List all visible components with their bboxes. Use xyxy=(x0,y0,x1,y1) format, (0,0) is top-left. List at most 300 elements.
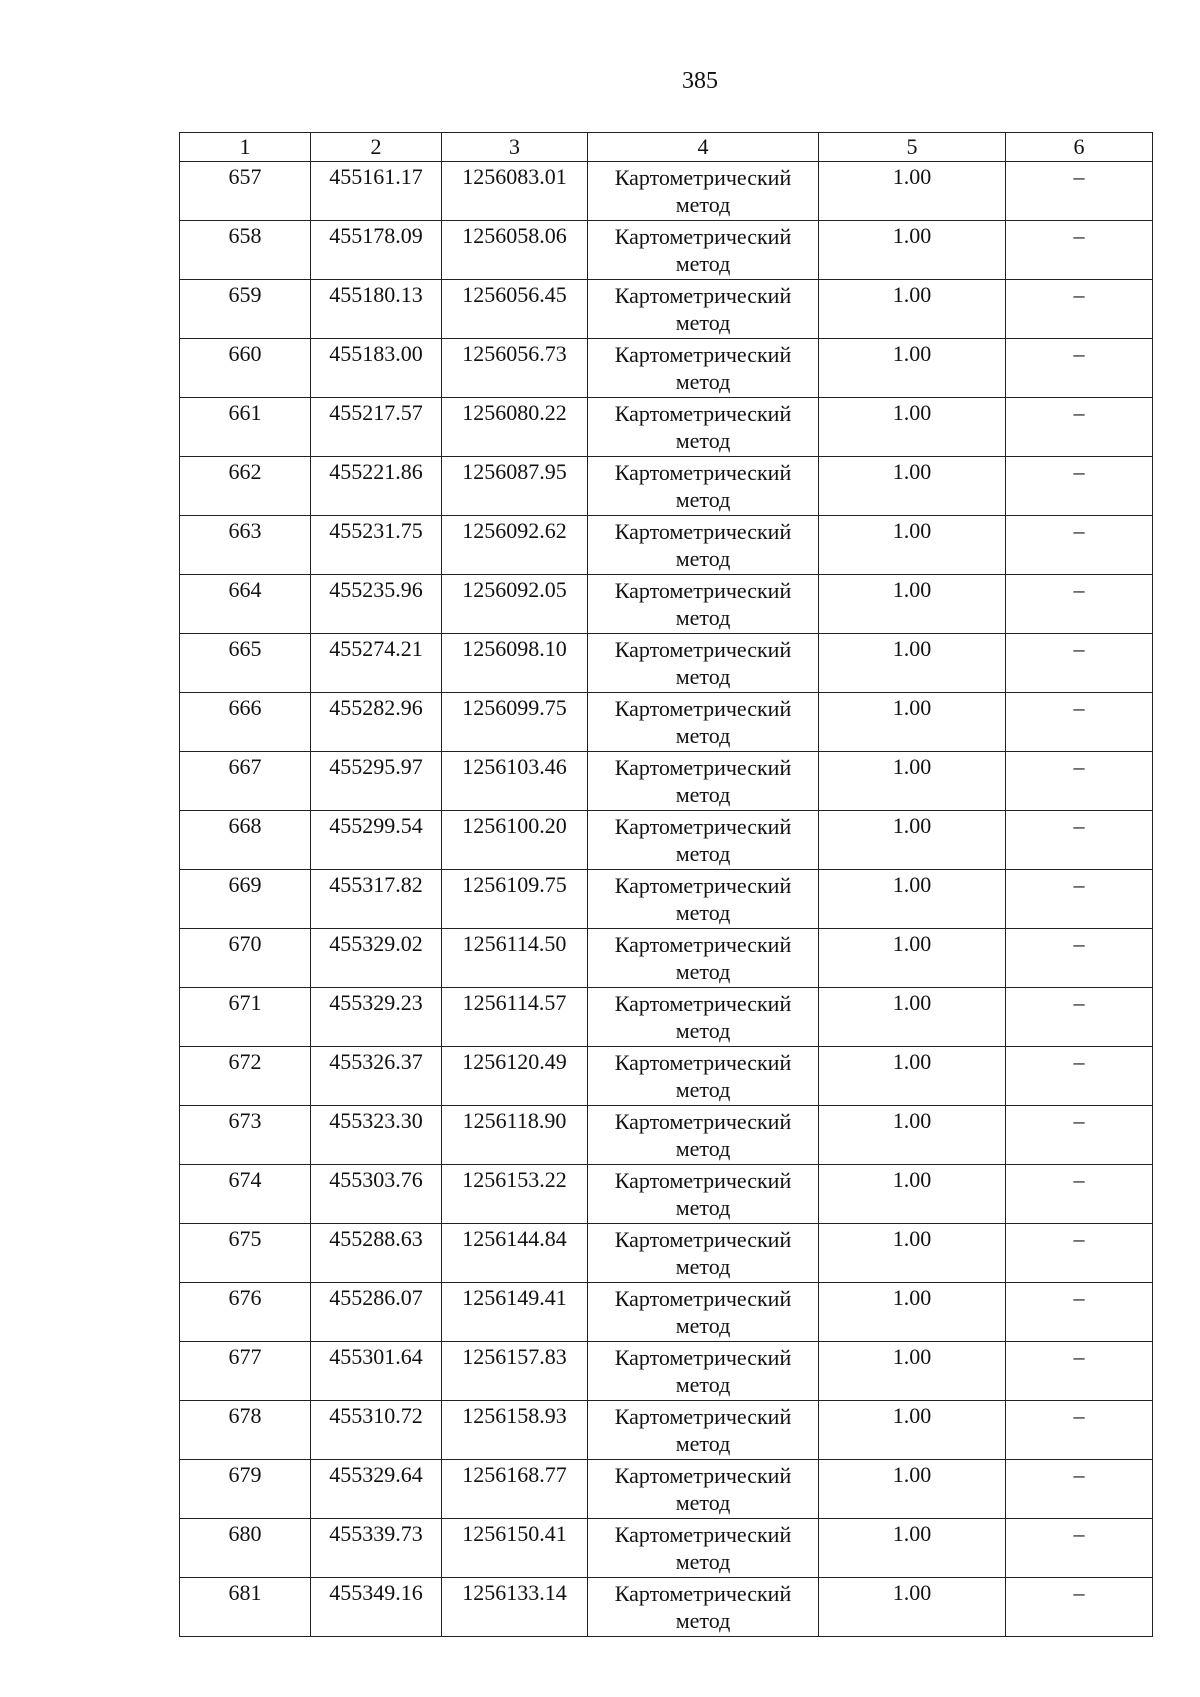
point-number-cell-text: 673 xyxy=(228,1108,262,1133)
accuracy-cell xyxy=(819,457,1006,516)
note-cell xyxy=(1006,1460,1153,1519)
table-row xyxy=(180,1047,1153,1106)
y-coordinate-cell xyxy=(442,280,588,339)
point-number-cell-text: 660 xyxy=(228,341,262,366)
accuracy-cell-text: 1.00 xyxy=(892,1285,932,1310)
point-number-cell-text: 671 xyxy=(228,990,262,1015)
note-cell xyxy=(1006,221,1153,280)
y-coordinate-cell xyxy=(442,1342,588,1401)
table-row xyxy=(180,634,1153,693)
y-coordinate-cell xyxy=(442,1283,588,1342)
y-coordinate-cell xyxy=(442,1106,588,1165)
method-cell xyxy=(588,1165,819,1224)
x-coordinate-cell-text: 455286.07 xyxy=(329,1285,423,1310)
point-number-cell-text: 681 xyxy=(228,1580,262,1605)
accuracy-cell-text: 1.00 xyxy=(892,1167,932,1192)
note-cell-text: – xyxy=(1073,931,1085,956)
header-row xyxy=(180,133,1153,162)
point-number-cell-text: 676 xyxy=(228,1285,262,1310)
point-number-cell xyxy=(180,870,311,929)
y-coordinate-cell-text: 1256056.73 xyxy=(462,341,567,366)
point-number-cell xyxy=(180,457,311,516)
table-row xyxy=(180,221,1153,280)
point-number-cell xyxy=(180,221,311,280)
note-cell xyxy=(1006,929,1153,988)
point-number-cell xyxy=(180,1519,311,1578)
x-coordinate-cell-text: 455180.13 xyxy=(329,282,423,307)
note-cell-text: – xyxy=(1073,754,1085,779)
x-coordinate-cell-text: 455178.09 xyxy=(329,223,423,248)
accuracy-cell-text: 1.00 xyxy=(892,754,932,779)
x-coordinate-cell xyxy=(311,575,442,634)
note-cell-text: – xyxy=(1073,872,1085,897)
table-row xyxy=(180,870,1153,929)
x-coordinate-cell-text: 455310.72 xyxy=(329,1403,423,1428)
y-coordinate-cell-text: 1256099.75 xyxy=(462,695,567,720)
point-number-cell xyxy=(180,1106,311,1165)
y-coordinate-cell-text: 1256080.22 xyxy=(462,400,567,425)
note-cell-text: – xyxy=(1073,1580,1085,1605)
note-cell xyxy=(1006,457,1153,516)
x-coordinate-cell xyxy=(311,516,442,575)
x-coordinate-cell xyxy=(311,1283,442,1342)
method-cell-text: Картометрический метод xyxy=(614,401,792,453)
note-cell xyxy=(1006,1224,1153,1283)
y-coordinate-cell xyxy=(442,1460,588,1519)
x-coordinate-cell xyxy=(311,1106,442,1165)
note-cell-text: – xyxy=(1073,164,1085,189)
table-row xyxy=(180,457,1153,516)
point-number-cell xyxy=(180,398,311,457)
note-cell xyxy=(1006,1283,1153,1342)
method-cell-text: Картометрический метод xyxy=(614,342,792,394)
table-row xyxy=(180,162,1153,221)
accuracy-cell-text: 1.00 xyxy=(892,518,932,543)
accuracy-cell-text: 1.00 xyxy=(892,577,932,602)
accuracy-cell xyxy=(819,516,1006,575)
point-number-cell-text: 658 xyxy=(228,223,262,248)
point-number-cell-text: 668 xyxy=(228,813,262,838)
accuracy-cell-text: 1.00 xyxy=(892,400,932,425)
method-cell-text: Картометрический метод xyxy=(614,578,792,630)
x-coordinate-cell-text: 455317.82 xyxy=(329,872,423,897)
note-cell xyxy=(1006,1047,1153,1106)
y-coordinate-cell-text: 1256149.41 xyxy=(462,1285,567,1310)
x-coordinate-cell-text: 455303.76 xyxy=(329,1167,423,1192)
accuracy-cell-text: 1.00 xyxy=(892,341,932,366)
method-cell xyxy=(588,1047,819,1106)
x-coordinate-cell xyxy=(311,1165,442,1224)
note-cell xyxy=(1006,811,1153,870)
accuracy-cell-text: 1.00 xyxy=(892,1108,932,1133)
method-cell xyxy=(588,870,819,929)
x-coordinate-cell xyxy=(311,870,442,929)
point-number-cell-text: 672 xyxy=(228,1049,262,1074)
method-cell-text: Картометрический метод xyxy=(614,1050,792,1102)
method-cell xyxy=(588,752,819,811)
point-number-cell xyxy=(180,811,311,870)
method-cell xyxy=(588,575,819,634)
y-coordinate-cell xyxy=(442,1578,588,1637)
point-number-cell-text: 666 xyxy=(228,695,262,720)
y-coordinate-cell-text: 1256098.10 xyxy=(462,636,567,661)
note-cell xyxy=(1006,398,1153,457)
y-coordinate-cell xyxy=(442,162,588,221)
x-coordinate-cell xyxy=(311,1519,442,1578)
x-coordinate-cell xyxy=(311,929,442,988)
method-cell xyxy=(588,1106,819,1165)
method-cell xyxy=(588,929,819,988)
note-cell xyxy=(1006,1106,1153,1165)
x-coordinate-cell xyxy=(311,221,442,280)
x-coordinate-cell xyxy=(311,752,442,811)
y-coordinate-cell xyxy=(442,1165,588,1224)
x-coordinate-cell-text: 455183.00 xyxy=(329,341,423,366)
accuracy-cell xyxy=(819,280,1006,339)
y-coordinate-cell-text: 1256109.75 xyxy=(462,872,567,897)
y-coordinate-cell-text: 1256092.62 xyxy=(462,518,567,543)
x-coordinate-cell-text: 455235.96 xyxy=(329,577,423,602)
x-coordinate-cell-text: 455329.02 xyxy=(329,931,423,956)
point-number-cell-text: 679 xyxy=(228,1462,262,1487)
y-coordinate-cell xyxy=(442,1047,588,1106)
x-coordinate-cell xyxy=(311,1460,442,1519)
x-coordinate-cell xyxy=(311,457,442,516)
accuracy-cell-text: 1.00 xyxy=(892,1580,932,1605)
accuracy-cell xyxy=(819,1578,1006,1637)
y-coordinate-cell-text: 1256118.90 xyxy=(462,1108,567,1133)
note-cell-text: – xyxy=(1073,577,1085,602)
x-coordinate-cell-text: 455161.17 xyxy=(329,164,423,189)
accuracy-cell xyxy=(819,221,1006,280)
y-coordinate-cell xyxy=(442,221,588,280)
y-coordinate-cell xyxy=(442,575,588,634)
accuracy-cell xyxy=(819,575,1006,634)
point-number-cell-text: 669 xyxy=(228,872,262,897)
method-cell-text: Картометрический метод xyxy=(614,637,792,689)
point-number-cell xyxy=(180,1047,311,1106)
method-cell xyxy=(588,634,819,693)
point-number-cell-text: 677 xyxy=(228,1344,262,1369)
note-cell xyxy=(1006,280,1153,339)
table-row xyxy=(180,1342,1153,1401)
table-row xyxy=(180,811,1153,870)
x-coordinate-cell xyxy=(311,811,442,870)
y-coordinate-cell xyxy=(442,1519,588,1578)
point-number-cell-text: 678 xyxy=(228,1403,262,1428)
method-cell-text: Картометрический метод xyxy=(614,1227,792,1279)
method-cell xyxy=(588,1283,819,1342)
method-cell-text: Картометрический метод xyxy=(614,696,792,748)
accuracy-cell xyxy=(819,811,1006,870)
note-cell xyxy=(1006,1165,1153,1224)
accuracy-cell xyxy=(819,1224,1006,1283)
method-cell-text: Картометрический метод xyxy=(614,814,792,866)
y-coordinate-cell-text: 1256153.22 xyxy=(462,1167,567,1192)
table-row xyxy=(180,398,1153,457)
accuracy-cell-text: 1.00 xyxy=(892,1403,932,1428)
y-coordinate-cell xyxy=(442,1224,588,1283)
y-coordinate-cell xyxy=(442,457,588,516)
y-coordinate-cell xyxy=(442,1401,588,1460)
point-number-cell xyxy=(180,339,311,398)
table-row xyxy=(180,988,1153,1047)
method-cell xyxy=(588,516,819,575)
x-coordinate-cell xyxy=(311,693,442,752)
accuracy-cell-text: 1.00 xyxy=(892,695,932,720)
point-number-cell xyxy=(180,634,311,693)
note-cell-text: – xyxy=(1073,1167,1085,1192)
point-number-cell-text: 675 xyxy=(228,1226,262,1251)
x-coordinate-cell-text: 455274.21 xyxy=(329,636,423,661)
page-number: 385 xyxy=(682,68,718,94)
method-cell-text: Картометрический метод xyxy=(614,1286,792,1338)
note-cell-text: – xyxy=(1073,1226,1085,1251)
x-coordinate-cell xyxy=(311,1401,442,1460)
y-coordinate-cell-text: 1256144.84 xyxy=(462,1226,567,1251)
method-cell-text: Картометрический метод xyxy=(614,873,792,925)
x-coordinate-cell-text: 455282.96 xyxy=(329,695,423,720)
y-coordinate-cell-text: 1256168.77 xyxy=(462,1462,567,1487)
method-cell xyxy=(588,1460,819,1519)
accuracy-cell xyxy=(819,339,1006,398)
accuracy-cell xyxy=(819,1460,1006,1519)
note-cell xyxy=(1006,339,1153,398)
point-number-cell xyxy=(180,516,311,575)
note-cell-text: – xyxy=(1073,1285,1085,1310)
accuracy-cell xyxy=(819,162,1006,221)
point-number-cell-text: 662 xyxy=(228,459,262,484)
y-coordinate-cell xyxy=(442,634,588,693)
x-coordinate-cell-text: 455295.97 xyxy=(329,754,423,779)
note-cell-text: – xyxy=(1073,223,1085,248)
x-coordinate-cell xyxy=(311,634,442,693)
y-coordinate-cell-text: 1256150.41 xyxy=(462,1521,567,1546)
note-cell-text: – xyxy=(1073,990,1085,1015)
note-cell-text: – xyxy=(1073,1403,1085,1428)
point-number-cell-text: 657 xyxy=(228,164,262,189)
note-cell-text: – xyxy=(1073,1521,1085,1546)
method-cell xyxy=(588,1342,819,1401)
x-coordinate-cell-text: 455231.75 xyxy=(329,518,423,543)
note-cell-text: – xyxy=(1073,1049,1085,1074)
accuracy-cell-text: 1.00 xyxy=(892,1344,932,1369)
x-coordinate-cell-text: 455217.57 xyxy=(329,400,423,425)
y-coordinate-cell-text: 1256133.14 xyxy=(462,1580,567,1605)
note-cell-text: – xyxy=(1073,282,1085,307)
accuracy-cell-text: 1.00 xyxy=(892,931,932,956)
y-coordinate-cell-text: 1256114.50 xyxy=(462,931,567,956)
note-cell-text: – xyxy=(1073,459,1085,484)
accuracy-cell-text: 1.00 xyxy=(892,282,932,307)
x-coordinate-cell-text: 455221.86 xyxy=(329,459,423,484)
method-cell-text: Картометрический метод xyxy=(614,1463,792,1515)
method-cell xyxy=(588,1578,819,1637)
accuracy-cell xyxy=(819,1165,1006,1224)
note-cell xyxy=(1006,1519,1153,1578)
method-cell-text: Картометрический метод xyxy=(614,165,792,217)
method-cell xyxy=(588,988,819,1047)
method-cell-text: Картометрический метод xyxy=(614,1404,792,1456)
method-cell xyxy=(588,162,819,221)
point-number-cell xyxy=(180,693,311,752)
note-cell xyxy=(1006,1342,1153,1401)
note-cell xyxy=(1006,752,1153,811)
note-cell-text: – xyxy=(1073,636,1085,661)
note-cell-text: – xyxy=(1073,695,1085,720)
method-cell xyxy=(588,811,819,870)
accuracy-cell-text: 1.00 xyxy=(892,1462,932,1487)
accuracy-cell xyxy=(819,1047,1006,1106)
table-row xyxy=(180,1165,1153,1224)
note-cell xyxy=(1006,575,1153,634)
method-cell-text: Картометрический метод xyxy=(614,1168,792,1220)
column-header: 6 xyxy=(1006,133,1153,162)
method-cell xyxy=(588,1401,819,1460)
accuracy-cell xyxy=(819,1106,1006,1165)
y-coordinate-cell-text: 1256100.20 xyxy=(462,813,567,838)
table-row xyxy=(180,693,1153,752)
note-cell-text: – xyxy=(1073,1462,1085,1487)
accuracy-cell-text: 1.00 xyxy=(892,459,932,484)
table-row xyxy=(180,1224,1153,1283)
accuracy-cell xyxy=(819,398,1006,457)
method-cell-text: Картометрический метод xyxy=(614,755,792,807)
y-coordinate-cell-text: 1256087.95 xyxy=(462,459,567,484)
accuracy-cell xyxy=(819,1519,1006,1578)
column-header: 5 xyxy=(819,133,1006,162)
table-row xyxy=(180,1283,1153,1342)
point-number-cell-text: 663 xyxy=(228,518,262,543)
table-body xyxy=(180,162,1153,1637)
method-cell-text: Картометрический метод xyxy=(614,1581,792,1633)
accuracy-cell-text: 1.00 xyxy=(892,1049,932,1074)
point-number-cell xyxy=(180,988,311,1047)
column-header: 2 xyxy=(311,133,442,162)
point-number-cell xyxy=(180,1578,311,1637)
accuracy-cell xyxy=(819,988,1006,1047)
column-header: 4 xyxy=(588,133,819,162)
table-row xyxy=(180,575,1153,634)
note-cell-text: – xyxy=(1073,341,1085,366)
note-cell xyxy=(1006,162,1153,221)
y-coordinate-cell-text: 1256083.01 xyxy=(462,164,567,189)
accuracy-cell-text: 1.00 xyxy=(892,990,932,1015)
point-number-cell xyxy=(180,1460,311,1519)
y-coordinate-cell-text: 1256056.45 xyxy=(462,282,567,307)
note-cell-text: – xyxy=(1073,813,1085,838)
note-cell xyxy=(1006,516,1153,575)
note-cell xyxy=(1006,634,1153,693)
accuracy-cell-text: 1.00 xyxy=(892,813,932,838)
point-number-cell-text: 661 xyxy=(228,400,262,425)
accuracy-cell-text: 1.00 xyxy=(892,636,932,661)
method-cell xyxy=(588,280,819,339)
method-cell-text: Картометрический метод xyxy=(614,991,792,1043)
y-coordinate-cell xyxy=(442,339,588,398)
x-coordinate-cell xyxy=(311,398,442,457)
coordinates-table xyxy=(179,132,1153,1637)
method-cell xyxy=(588,1519,819,1578)
table-row xyxy=(180,1578,1153,1637)
point-number-cell-text: 659 xyxy=(228,282,262,307)
method-cell-text: Картометрический метод xyxy=(614,460,792,512)
point-number-cell xyxy=(180,1342,311,1401)
note-cell xyxy=(1006,1401,1153,1460)
x-coordinate-cell-text: 455339.73 xyxy=(329,1521,423,1546)
x-coordinate-cell xyxy=(311,1578,442,1637)
point-number-cell-text: 670 xyxy=(228,931,262,956)
method-cell-text: Картометрический метод xyxy=(614,283,792,335)
point-number-cell-text: 680 xyxy=(228,1521,262,1546)
y-coordinate-cell xyxy=(442,516,588,575)
method-cell-text: Картометрический метод xyxy=(614,1109,792,1161)
accuracy-cell-text: 1.00 xyxy=(892,1226,932,1251)
accuracy-cell xyxy=(819,752,1006,811)
x-coordinate-cell xyxy=(311,1224,442,1283)
y-coordinate-cell-text: 1256114.57 xyxy=(462,990,567,1015)
table-row xyxy=(180,280,1153,339)
method-cell xyxy=(588,457,819,516)
accuracy-cell xyxy=(819,693,1006,752)
method-cell xyxy=(588,398,819,457)
x-coordinate-cell xyxy=(311,280,442,339)
point-number-cell xyxy=(180,1224,311,1283)
accuracy-cell xyxy=(819,1283,1006,1342)
note-cell-text: – xyxy=(1073,518,1085,543)
y-coordinate-cell xyxy=(442,398,588,457)
note-cell-text: – xyxy=(1073,400,1085,425)
table-row xyxy=(180,339,1153,398)
method-cell-text: Картометрический метод xyxy=(614,224,792,276)
column-header: 1 xyxy=(180,133,311,162)
point-number-cell xyxy=(180,1283,311,1342)
point-number-cell xyxy=(180,1401,311,1460)
x-coordinate-cell-text: 455326.37 xyxy=(329,1049,423,1074)
y-coordinate-cell-text: 1256120.49 xyxy=(462,1049,567,1074)
x-coordinate-cell-text: 455301.64 xyxy=(329,1344,423,1369)
x-coordinate-cell xyxy=(311,162,442,221)
note-cell xyxy=(1006,870,1153,929)
point-number-cell-text: 674 xyxy=(228,1167,262,1192)
accuracy-cell-text: 1.00 xyxy=(892,164,932,189)
column-header: 3 xyxy=(442,133,588,162)
accuracy-cell xyxy=(819,929,1006,988)
accuracy-cell-text: 1.00 xyxy=(892,872,932,897)
y-coordinate-cell xyxy=(442,752,588,811)
point-number-cell xyxy=(180,280,311,339)
y-coordinate-cell-text: 1256157.83 xyxy=(462,1344,567,1369)
y-coordinate-cell-text: 1256092.05 xyxy=(462,577,567,602)
x-coordinate-cell-text: 455288.63 xyxy=(329,1226,423,1251)
method-cell xyxy=(588,339,819,398)
point-number-cell xyxy=(180,162,311,221)
point-number-cell-text: 667 xyxy=(228,754,262,779)
method-cell-text: Картометрический метод xyxy=(614,1345,792,1397)
note-cell xyxy=(1006,1578,1153,1637)
point-number-cell xyxy=(180,1165,311,1224)
note-cell xyxy=(1006,693,1153,752)
note-cell xyxy=(1006,988,1153,1047)
method-cell-text: Картометрический метод xyxy=(614,519,792,571)
y-coordinate-cell-text: 1256158.93 xyxy=(462,1403,567,1428)
y-coordinate-cell-text: 1256058.06 xyxy=(462,223,567,248)
x-coordinate-cell xyxy=(311,339,442,398)
table-row xyxy=(180,1401,1153,1460)
point-number-cell xyxy=(180,575,311,634)
x-coordinate-cell-text: 455329.64 xyxy=(329,1462,423,1487)
y-coordinate-cell-text: 1256103.46 xyxy=(462,754,567,779)
